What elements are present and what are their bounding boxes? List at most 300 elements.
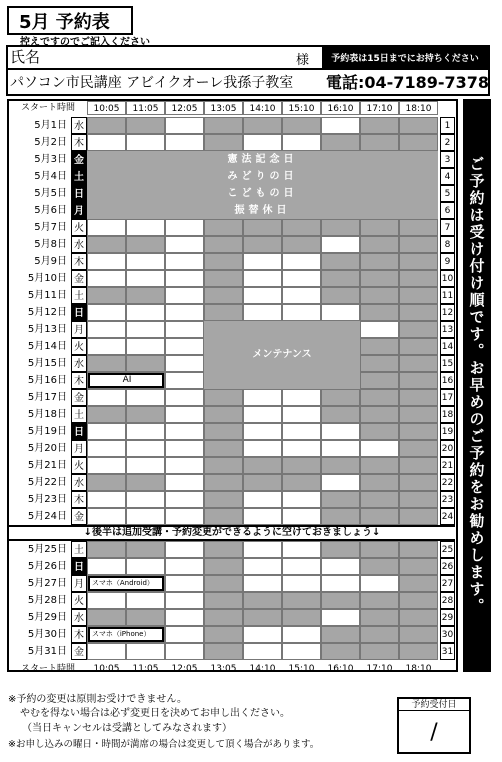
slot-cell	[204, 270, 243, 287]
slot-cell	[321, 270, 360, 287]
slot-cell[interactable]	[165, 457, 204, 474]
slot-cell[interactable]	[126, 219, 165, 236]
row-date: 5月23日	[27, 494, 67, 505]
row-weekday: 土	[71, 168, 87, 185]
slot-cell[interactable]	[126, 253, 165, 270]
booking-android[interactable]: スマホ（Android）	[88, 576, 164, 591]
school-name: パソコン市民講座 アビイクオーレ我孫子教室	[10, 75, 294, 91]
slot-cell[interactable]	[165, 355, 204, 372]
row-date: 5月18日	[27, 409, 67, 420]
slot-cell	[282, 474, 321, 491]
deadline-banner: 予約表は15日までにお持ちください	[322, 46, 488, 68]
row-number: 27	[440, 575, 455, 592]
slot-cell	[360, 643, 399, 660]
time-footer: 10:05	[93, 664, 120, 674]
slot-cell[interactable]	[87, 253, 126, 270]
row-date: 5月17日	[27, 392, 67, 403]
holiday-band: 振替休日	[87, 202, 438, 219]
row-weekday: 金	[71, 270, 87, 287]
row-date: 5月26日	[27, 561, 67, 572]
slot-cell[interactable]	[165, 626, 204, 643]
slot-cell[interactable]	[126, 643, 165, 660]
slot-cell[interactable]	[243, 406, 282, 423]
phone-number: 電話:04-7189-7378	[326, 73, 490, 92]
slot-cell	[360, 270, 399, 287]
slot-cell	[204, 474, 243, 491]
slot-cell[interactable]	[321, 609, 360, 626]
row-weekday: 日	[71, 558, 87, 575]
slot-cell	[204, 558, 243, 575]
slot-cell[interactable]	[321, 440, 360, 457]
slot-cell[interactable]	[282, 440, 321, 457]
slot-cell	[399, 389, 438, 406]
slot-cell[interactable]	[165, 474, 204, 491]
slot-cell[interactable]	[243, 575, 282, 592]
row-weekday: 金	[71, 389, 87, 406]
holiday-band: みどりの日	[87, 168, 438, 185]
slot-cell[interactable]	[87, 304, 126, 321]
slot-cell	[360, 134, 399, 151]
time-footer: 15:10	[288, 664, 315, 674]
slot-cell[interactable]	[165, 253, 204, 270]
booking-iphone[interactable]: スマホ（iPhone）	[88, 627, 164, 642]
slot-cell	[243, 474, 282, 491]
slot-cell[interactable]	[165, 423, 204, 440]
slot-cell	[399, 474, 438, 491]
row-number: 8	[440, 236, 455, 253]
time-header: 16:10	[321, 101, 360, 115]
slot-cell	[204, 236, 243, 253]
slot-cell[interactable]	[282, 423, 321, 440]
slot-cell[interactable]	[243, 270, 282, 287]
slot-cell[interactable]	[282, 304, 321, 321]
row-number: 1	[440, 117, 455, 134]
slot-cell[interactable]	[87, 134, 126, 151]
slot-cell	[321, 592, 360, 609]
slot-cell[interactable]	[126, 338, 165, 355]
slot-cell[interactable]	[87, 423, 126, 440]
slot-cell	[399, 626, 438, 643]
row-date: 5月25日	[27, 544, 67, 555]
row-date: 5月31日	[27, 646, 67, 657]
slot-cell	[360, 253, 399, 270]
slot-cell[interactable]	[165, 609, 204, 626]
slot-cell[interactable]	[243, 253, 282, 270]
slot-cell[interactable]	[360, 575, 399, 592]
slot-cell[interactable]	[126, 270, 165, 287]
time-header: 15:10	[282, 101, 321, 115]
slot-cell[interactable]	[321, 304, 360, 321]
slot-cell[interactable]	[87, 491, 126, 508]
slot-cell	[126, 474, 165, 491]
row-date: 5月28日	[27, 595, 67, 606]
row-weekday: 木	[71, 372, 87, 389]
slot-cell	[360, 541, 399, 558]
slot-cell[interactable]	[165, 372, 204, 389]
slot-cell[interactable]	[165, 117, 204, 134]
slot-cell	[87, 541, 126, 558]
row-date: 5月1日	[34, 120, 67, 131]
receipt-date: /	[430, 719, 438, 745]
slot-cell[interactable]	[282, 287, 321, 304]
time-footer: 12:05	[171, 664, 198, 674]
booking-ai[interactable]: AI	[88, 373, 164, 388]
slot-cell[interactable]	[165, 406, 204, 423]
row-date: 5月21日	[27, 460, 67, 471]
slot-cell	[360, 304, 399, 321]
slot-cell[interactable]	[126, 321, 165, 338]
slot-cell[interactable]	[243, 287, 282, 304]
slot-cell	[243, 592, 282, 609]
row-weekday: 月	[71, 202, 87, 219]
slot-cell[interactable]	[165, 389, 204, 406]
note-line-3: （当日キャンセルは受講としてみなされます）	[22, 723, 232, 734]
slot-cell	[399, 117, 438, 134]
slot-cell[interactable]	[243, 491, 282, 508]
slot-cell	[399, 457, 438, 474]
slot-cell	[204, 406, 243, 423]
row-number: 9	[440, 253, 455, 270]
slot-cell[interactable]	[126, 457, 165, 474]
slot-cell	[204, 643, 243, 660]
row-number: 24	[440, 508, 455, 525]
slot-cell[interactable]	[87, 508, 126, 525]
slot-cell[interactable]	[126, 592, 165, 609]
time-footer: 18:10	[405, 664, 432, 674]
slot-cell[interactable]	[165, 134, 204, 151]
maintenance-block: メンテナンス	[204, 321, 360, 389]
receipt-label: 予約受付日	[397, 697, 471, 711]
slot-cell	[321, 219, 360, 236]
slot-cell[interactable]	[87, 321, 126, 338]
slot-cell	[126, 117, 165, 134]
row-weekday: 月	[71, 440, 87, 457]
slot-cell	[360, 236, 399, 253]
slot-cell	[321, 541, 360, 558]
slot-cell	[399, 253, 438, 270]
row-weekday: 水	[71, 117, 87, 134]
slot-cell	[360, 592, 399, 609]
row-weekday: 火	[71, 219, 87, 236]
slot-cell	[399, 134, 438, 151]
note-line-4: ※お申し込みの曜日・時間が満席の場合は変更して頂く場合があります。	[8, 739, 320, 750]
slot-cell[interactable]	[126, 440, 165, 457]
slot-cell	[399, 491, 438, 508]
slot-cell	[360, 287, 399, 304]
row-date: 5月27日	[27, 578, 67, 589]
row-number: 2	[440, 134, 455, 151]
slot-cell	[321, 253, 360, 270]
slot-cell	[360, 491, 399, 508]
slot-cell[interactable]	[321, 575, 360, 592]
slot-cell[interactable]	[282, 389, 321, 406]
slot-cell	[321, 491, 360, 508]
slot-cell[interactable]	[360, 321, 399, 338]
row-weekday: 金	[71, 643, 87, 660]
slot-cell[interactable]	[87, 270, 126, 287]
slot-cell	[282, 219, 321, 236]
row-weekday: 水	[71, 236, 87, 253]
slot-cell	[87, 287, 126, 304]
row-number: 7	[440, 219, 455, 236]
slot-cell[interactable]	[87, 457, 126, 474]
slot-cell	[360, 558, 399, 575]
slot-cell[interactable]	[126, 423, 165, 440]
slot-cell	[243, 219, 282, 236]
slot-cell	[399, 287, 438, 304]
slot-cell[interactable]	[87, 558, 126, 575]
slot-cell	[399, 541, 438, 558]
row-date: 5月6日	[34, 205, 67, 216]
page-title: 5月 予約表	[7, 6, 133, 35]
slot-cell	[282, 117, 321, 134]
slot-cell[interactable]	[243, 423, 282, 440]
slot-cell	[360, 355, 399, 372]
slot-cell	[204, 117, 243, 134]
row-date: 5月7日	[34, 222, 67, 233]
slot-cell[interactable]	[165, 592, 204, 609]
time-footer: 16:10	[327, 664, 354, 674]
row-weekday: 月	[71, 575, 87, 592]
page-subtitle: 控えですのでご記入ください	[20, 37, 150, 48]
slot-cell	[399, 372, 438, 389]
slot-cell	[399, 338, 438, 355]
slot-cell[interactable]	[165, 287, 204, 304]
slot-cell[interactable]	[282, 643, 321, 660]
note-line-2: やむを得ない場合は必ず変更日を決めてお申し出ください。	[20, 708, 290, 719]
slot-cell	[321, 389, 360, 406]
row-weekday: 火	[71, 338, 87, 355]
row-number: 29	[440, 609, 455, 626]
slot-cell[interactable]	[243, 440, 282, 457]
slot-cell[interactable]	[126, 304, 165, 321]
slot-cell[interactable]	[243, 643, 282, 660]
slot-cell[interactable]	[165, 541, 204, 558]
slot-cell	[126, 541, 165, 558]
slot-cell	[399, 609, 438, 626]
slot-cell[interactable]	[282, 253, 321, 270]
slot-cell[interactable]	[165, 643, 204, 660]
name-label: 氏名	[10, 48, 41, 66]
slot-cell	[399, 321, 438, 338]
slot-cell[interactable]	[243, 304, 282, 321]
time-footer: 11:05	[132, 664, 159, 674]
slot-cell[interactable]	[321, 558, 360, 575]
slot-cell[interactable]	[243, 134, 282, 151]
slot-cell	[204, 389, 243, 406]
slot-cell	[126, 355, 165, 372]
slot-cell	[204, 592, 243, 609]
slot-cell[interactable]	[165, 558, 204, 575]
slot-cell	[204, 134, 243, 151]
slot-cell	[360, 372, 399, 389]
row-date: 5月12日	[27, 307, 67, 318]
slot-cell	[399, 270, 438, 287]
slot-cell[interactable]	[87, 440, 126, 457]
slot-cell[interactable]	[282, 558, 321, 575]
row-date: 5月29日	[27, 612, 67, 623]
row-date: 5月14日	[27, 341, 67, 352]
slot-cell	[204, 491, 243, 508]
row-date: 5月11日	[27, 290, 67, 301]
slot-cell	[321, 508, 360, 525]
row-weekday: 木	[71, 134, 87, 151]
slot-cell	[399, 575, 438, 592]
slot-cell	[360, 219, 399, 236]
row-date: 5月10日	[27, 273, 67, 284]
slot-cell[interactable]	[126, 389, 165, 406]
slot-cell	[204, 304, 243, 321]
row-weekday: 日	[71, 185, 87, 202]
row-date: 5月9日	[34, 256, 67, 267]
slot-cell	[360, 508, 399, 525]
slot-cell	[282, 457, 321, 474]
slot-cell[interactable]	[87, 338, 126, 355]
sama-label: 様	[296, 53, 310, 68]
row-number: 28	[440, 592, 455, 609]
row-date: 5月19日	[27, 426, 67, 437]
slot-cell[interactable]	[87, 643, 126, 660]
slot-cell	[204, 541, 243, 558]
slot-cell[interactable]	[165, 508, 204, 525]
row-number: 12	[440, 304, 455, 321]
slot-cell	[360, 474, 399, 491]
slot-cell[interactable]	[360, 440, 399, 457]
holiday-band: 憲法記念日	[87, 151, 438, 168]
slot-cell[interactable]	[165, 304, 204, 321]
slot-cell[interactable]	[321, 236, 360, 253]
slot-cell	[282, 236, 321, 253]
slot-cell[interactable]	[282, 270, 321, 287]
slot-cell[interactable]	[165, 270, 204, 287]
slot-cell	[399, 406, 438, 423]
time-header: 12:05	[165, 101, 204, 115]
slot-cell	[204, 508, 243, 525]
row-number: 5	[440, 185, 455, 202]
slot-cell[interactable]	[243, 508, 282, 525]
slot-cell[interactable]	[165, 321, 204, 338]
slot-cell[interactable]	[87, 389, 126, 406]
time-header: 13:05	[204, 101, 243, 115]
slot-cell[interactable]	[126, 558, 165, 575]
row-date: 5月4日	[34, 171, 67, 182]
row-number: 17	[440, 389, 455, 406]
slot-cell[interactable]	[165, 575, 204, 592]
row-number: 25	[440, 541, 455, 558]
row-weekday: 月	[71, 321, 87, 338]
row-weekday: 水	[71, 609, 87, 626]
slot-cell	[243, 457, 282, 474]
row-number: 21	[440, 457, 455, 474]
row-weekday: 土	[71, 541, 87, 558]
slot-cell	[282, 609, 321, 626]
row-weekday: 木	[71, 626, 87, 643]
slot-cell	[360, 609, 399, 626]
slot-cell	[399, 643, 438, 660]
slot-cell[interactable]	[165, 491, 204, 508]
row-weekday: 火	[71, 592, 87, 609]
slot-cell	[360, 389, 399, 406]
row-number: 30	[440, 626, 455, 643]
slot-cell	[204, 609, 243, 626]
row-number: 3	[440, 151, 455, 168]
slot-cell	[399, 558, 438, 575]
time-footer: 13:05	[210, 664, 237, 674]
row-date: 5月3日	[34, 154, 67, 165]
slot-cell	[126, 236, 165, 253]
second-half-notice: ↓後半は追加受講・予約変更ができるように空けておきましょう↓	[9, 525, 455, 541]
slot-cell[interactable]	[282, 541, 321, 558]
row-weekday: 日	[71, 304, 87, 321]
slot-cell[interactable]	[282, 626, 321, 643]
slot-cell[interactable]	[165, 338, 204, 355]
slot-cell[interactable]	[321, 423, 360, 440]
slot-cell[interactable]	[126, 491, 165, 508]
slot-cell[interactable]	[321, 474, 360, 491]
slot-cell	[321, 643, 360, 660]
row-date: 5月30日	[27, 629, 67, 640]
slot-cell	[204, 423, 243, 440]
slot-cell[interactable]	[282, 491, 321, 508]
row-weekday: 水	[71, 474, 87, 491]
slot-cell	[204, 440, 243, 457]
slot-cell[interactable]	[282, 508, 321, 525]
slot-cell[interactable]	[165, 219, 204, 236]
slot-cell[interactable]	[282, 406, 321, 423]
row-weekday: 日	[71, 423, 87, 440]
row-number: 31	[440, 643, 455, 660]
slot-cell	[204, 287, 243, 304]
slot-cell	[399, 219, 438, 236]
slot-cell	[321, 134, 360, 151]
row-number: 11	[440, 287, 455, 304]
row-date: 5月2日	[34, 137, 67, 148]
slot-cell	[87, 117, 126, 134]
time-header: 10:05	[87, 101, 126, 115]
start-time-footer: スタート時間	[20, 664, 75, 674]
slot-cell[interactable]	[243, 626, 282, 643]
slot-cell	[282, 592, 321, 609]
slot-cell[interactable]	[87, 592, 126, 609]
slot-cell[interactable]	[321, 117, 360, 134]
row-number: 15	[440, 355, 455, 372]
slot-cell[interactable]	[126, 508, 165, 525]
time-footer: 17:10	[366, 664, 393, 674]
slot-cell	[87, 355, 126, 372]
slot-cell[interactable]	[243, 541, 282, 558]
slot-cell[interactable]	[243, 389, 282, 406]
slot-cell	[360, 338, 399, 355]
slot-cell[interactable]	[126, 134, 165, 151]
slot-cell[interactable]	[87, 219, 126, 236]
row-number: 20	[440, 440, 455, 457]
slot-cell	[243, 117, 282, 134]
row-weekday: 土	[71, 287, 87, 304]
slot-cell	[399, 592, 438, 609]
slot-cell[interactable]	[165, 236, 204, 253]
slot-cell	[360, 423, 399, 440]
slot-cell[interactable]	[282, 575, 321, 592]
row-number: 10	[440, 270, 455, 287]
row-date: 5月22日	[27, 477, 67, 488]
slot-cell[interactable]	[282, 134, 321, 151]
slot-cell	[126, 287, 165, 304]
slot-cell	[360, 626, 399, 643]
row-date: 5月5日	[34, 188, 67, 199]
slot-cell[interactable]	[243, 558, 282, 575]
time-header: 17:10	[360, 101, 399, 115]
slot-cell[interactable]	[165, 440, 204, 457]
